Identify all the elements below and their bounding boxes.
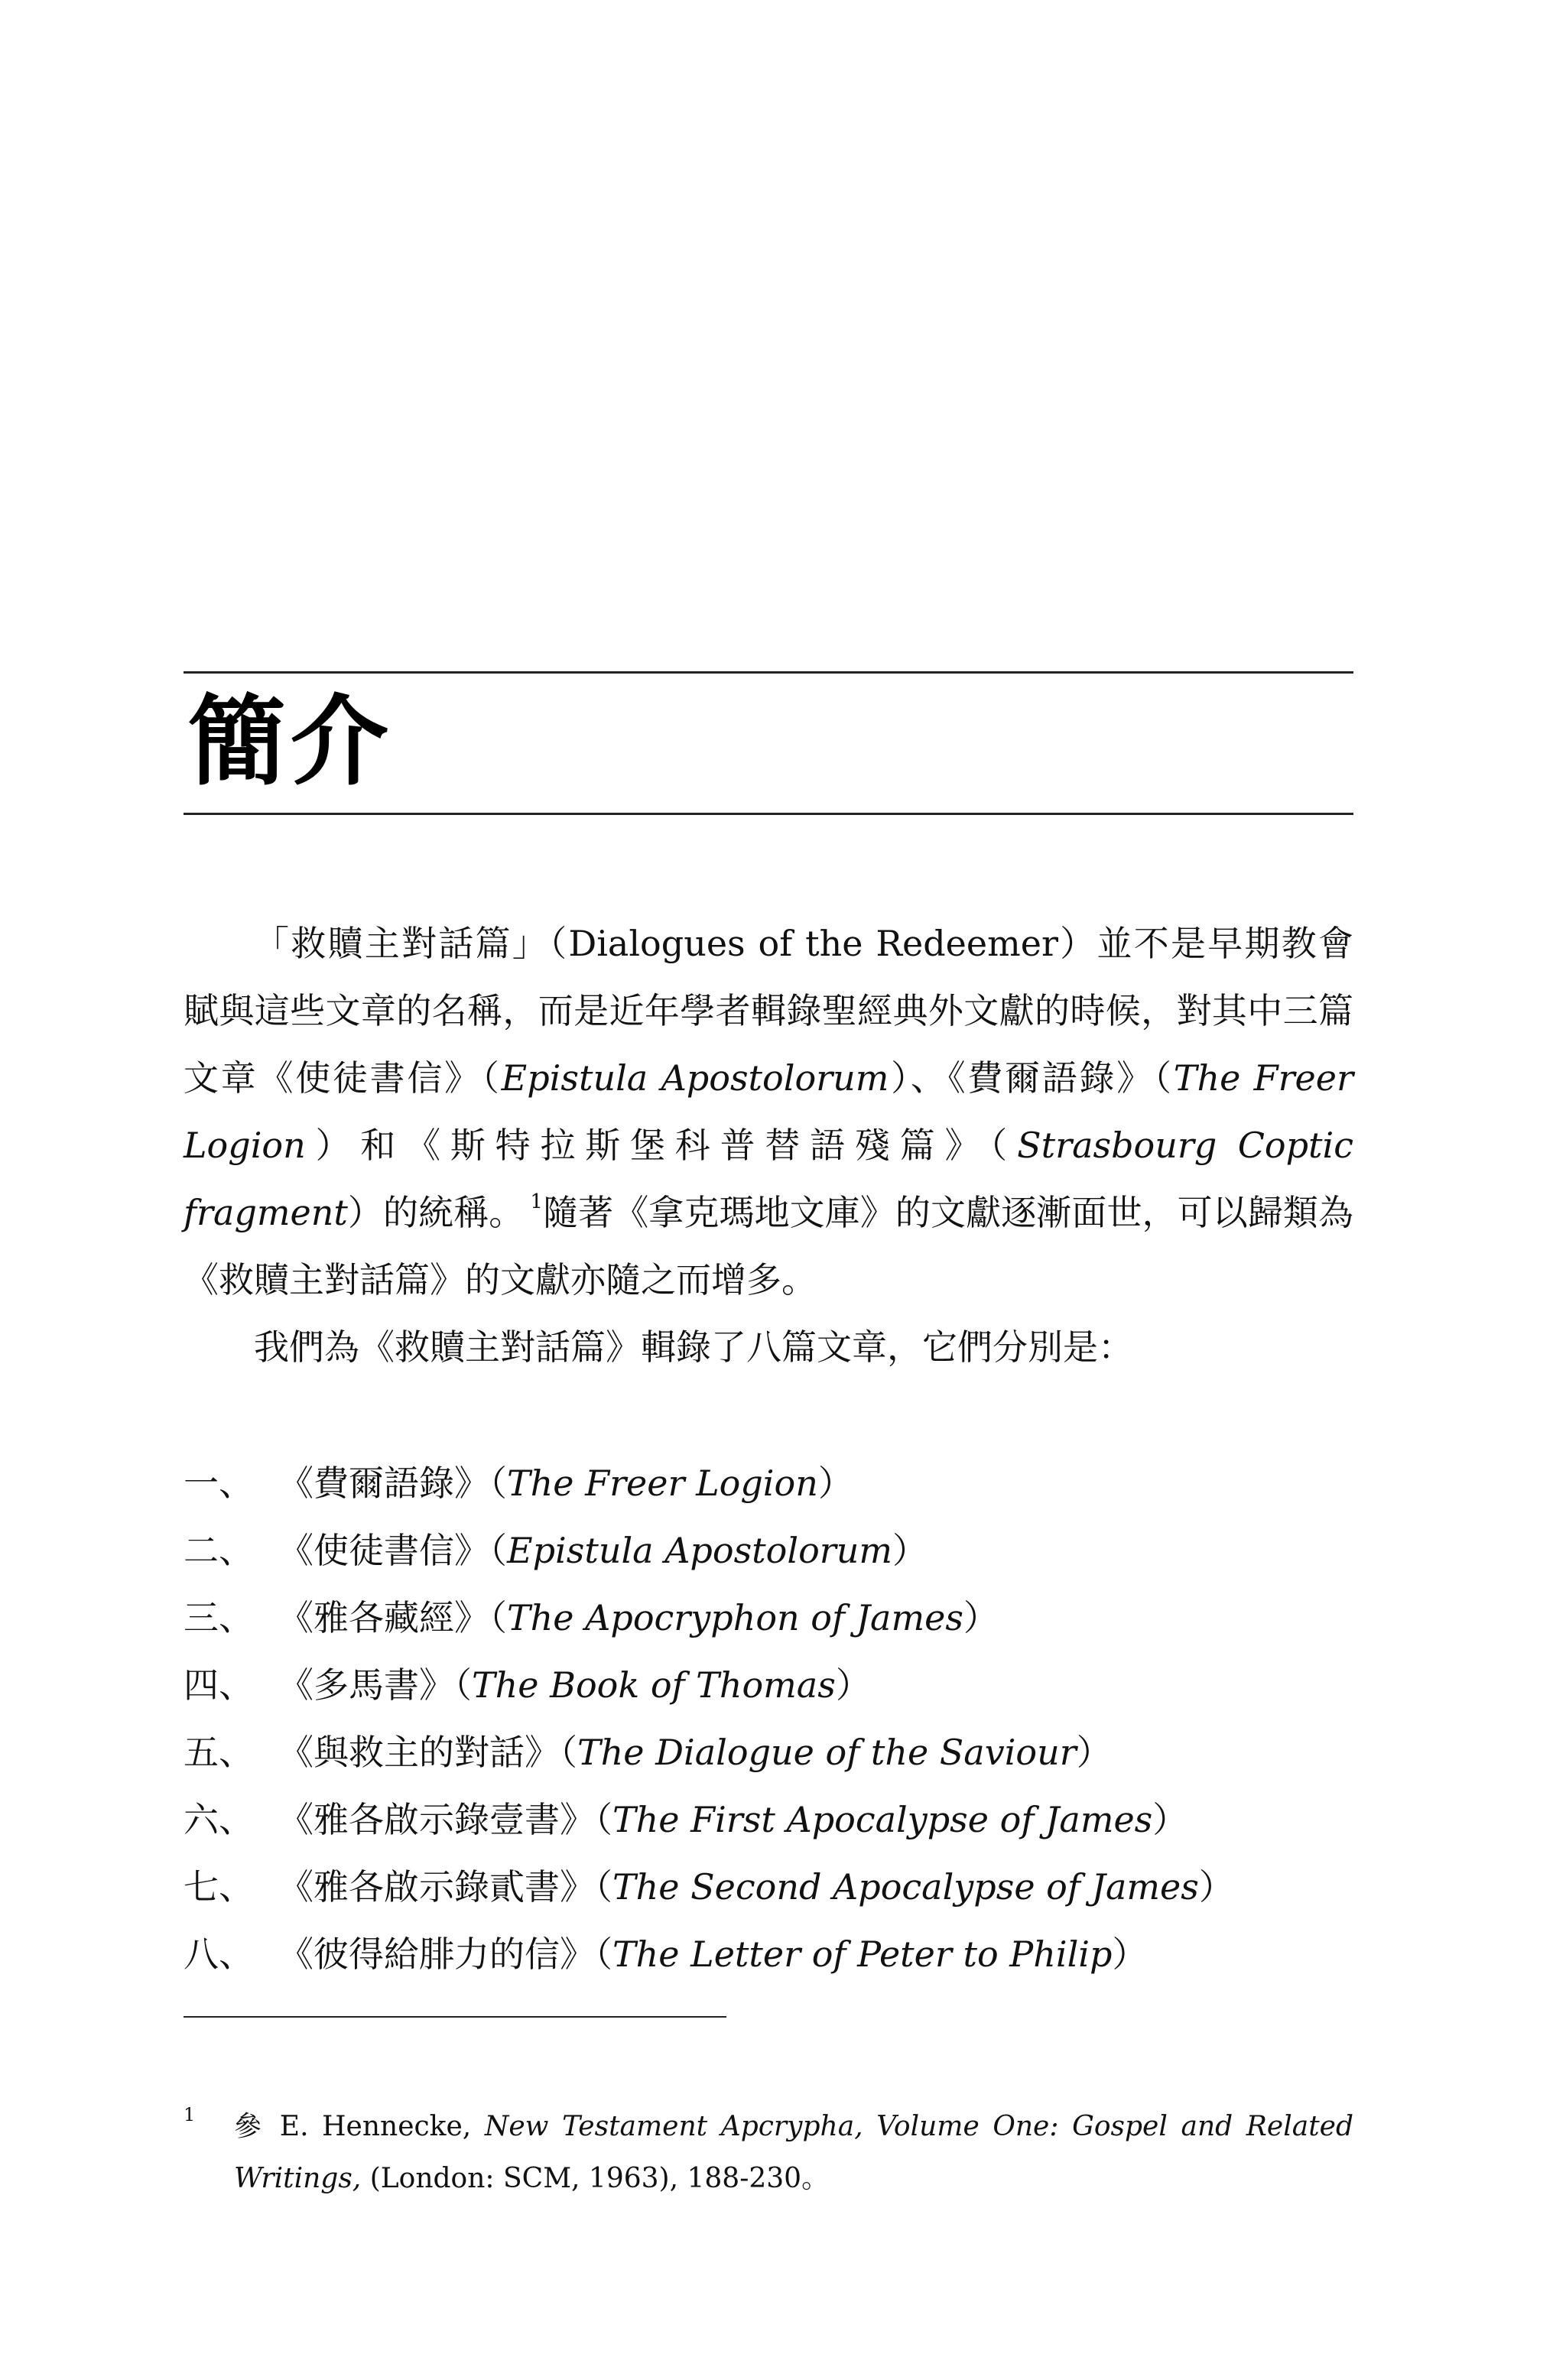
intro-title-freer: The Freer Logion [184,1057,1353,1166]
list-item-close-paren: ） [835,1664,871,1706]
list-item-chinese-title: 《與救主的對話》（ [278,1732,577,1773]
list-item-number: 三、 [184,1597,254,1638]
list-item-chinese-title: 《彼得給腓力的信》（ [278,1934,612,1975]
title-bottom-rule [184,813,1353,815]
list-item-chinese-title: 《雅各藏經》（ [278,1597,507,1638]
list-item-close-paren: ） [892,1530,928,1571]
list-item-close-paren: ） [817,1463,853,1504]
list-item-number: 八、 [184,1934,254,1975]
intro-text-5: 隨著《拿克瑪地文庫》的文獻逐漸面世，可以歸類為《救贖主對話篇》的文獻亦隨之而增多。 [184,1192,1354,1300]
list-item-number: 七、 [184,1866,254,1908]
footnote-reference: 1 [530,1190,543,1213]
list-item [184,1651,1353,1719]
list-item-english-title: The Letter of Peter to Philip [612,1934,1113,1975]
list-item-number: 一、 [184,1463,254,1504]
list-item-number: 四、 [184,1664,254,1706]
list-item-chinese-title: 《雅各啟示錄壹書》（ [278,1799,612,1840]
intro-title-epistula: Epistula Apostolorum [501,1057,889,1099]
list-item-close-paren: ） [1112,1934,1148,1975]
intro-title-strasbourg: Strasbourg Coptic fragment [184,1125,1354,1233]
list-item-close-paren: ） [1076,1732,1112,1773]
list-item [184,1584,1353,1651]
list-item [184,1786,1353,1853]
list-item [184,1719,1353,1786]
list-item-number: 五、 [184,1732,254,1773]
list-item-number: 六、 [184,1799,254,1840]
list-item [184,1517,1353,1584]
list-item-english-title: The Apocryphon of James [507,1597,963,1638]
list-intro-text: 我們為《救贖主對話篇》輯錄了八篇文章，它們分別是： [254,1326,1133,1368]
list-item-close-paren: ） [1198,1866,1234,1908]
footnote-book-title: New Testament Apcrypha, Volume One: Gospel and Related Writings, [234,2111,1354,2194]
intro-text-3: ）和《斯特拉斯堡科普替語殘篇》（ [305,1125,1018,1166]
list-item-english-title: The Second Apocalypse of James [612,1866,1199,1908]
works-list [184,1450,1353,1988]
list-item-close-paren: ） [1152,1799,1188,1840]
footnote [184,2101,1353,2205]
list-item-chinese-title: 《多馬書》（ [278,1664,472,1706]
list-intro-paragraph [184,1313,1353,1381]
intro-paragraph [184,910,1353,1313]
list-item-chinese-title: 《雅各啟示錄貳書》（ [278,1866,612,1908]
intro-text-1: 「救贖主對話篇」（Dialogues of the Redeemer）並不是早期教會賦與這些文章的名稱，而是近年學者輯錄聖經典外文獻的時候，對其中三篇文章《使徒書信》（ [184,923,1353,1099]
list-item-chinese-title: 《使徒書信》（ [278,1530,507,1571]
list-item-english-title: The Book of Thomas [472,1664,836,1706]
list-item-chinese-title: 《費爾語錄》（ [278,1463,507,1504]
list-item-number: 二、 [184,1530,254,1571]
footnote-suffix: (London: SCM, 1963), 188-230。 [361,2163,830,2194]
list-item-english-title: The Freer Logion [507,1463,818,1504]
list-item [184,1450,1353,1517]
list-item [184,1853,1353,1921]
footnote-prefix: 參 E. Hennecke, [234,2111,485,2142]
list-item-english-title: The First Apocalypse of James [612,1799,1153,1840]
footnote-text [184,2101,1353,2205]
list-item-close-paren: ） [963,1597,999,1638]
list-item-english-title: The Dialogue of the Saviour [577,1732,1077,1773]
list-item [184,1921,1353,1988]
footnote-rule [184,2016,726,2018]
intro-text-2: ）、《費爾語錄》（ [889,1057,1174,1099]
intro-text-4: ）的統稱。 [347,1192,525,1233]
list-item-english-title: Epistula Apostolorum [507,1530,893,1571]
page-title: 簡介 [188,685,394,799]
footnote-mark: 1 [184,2104,196,2125]
